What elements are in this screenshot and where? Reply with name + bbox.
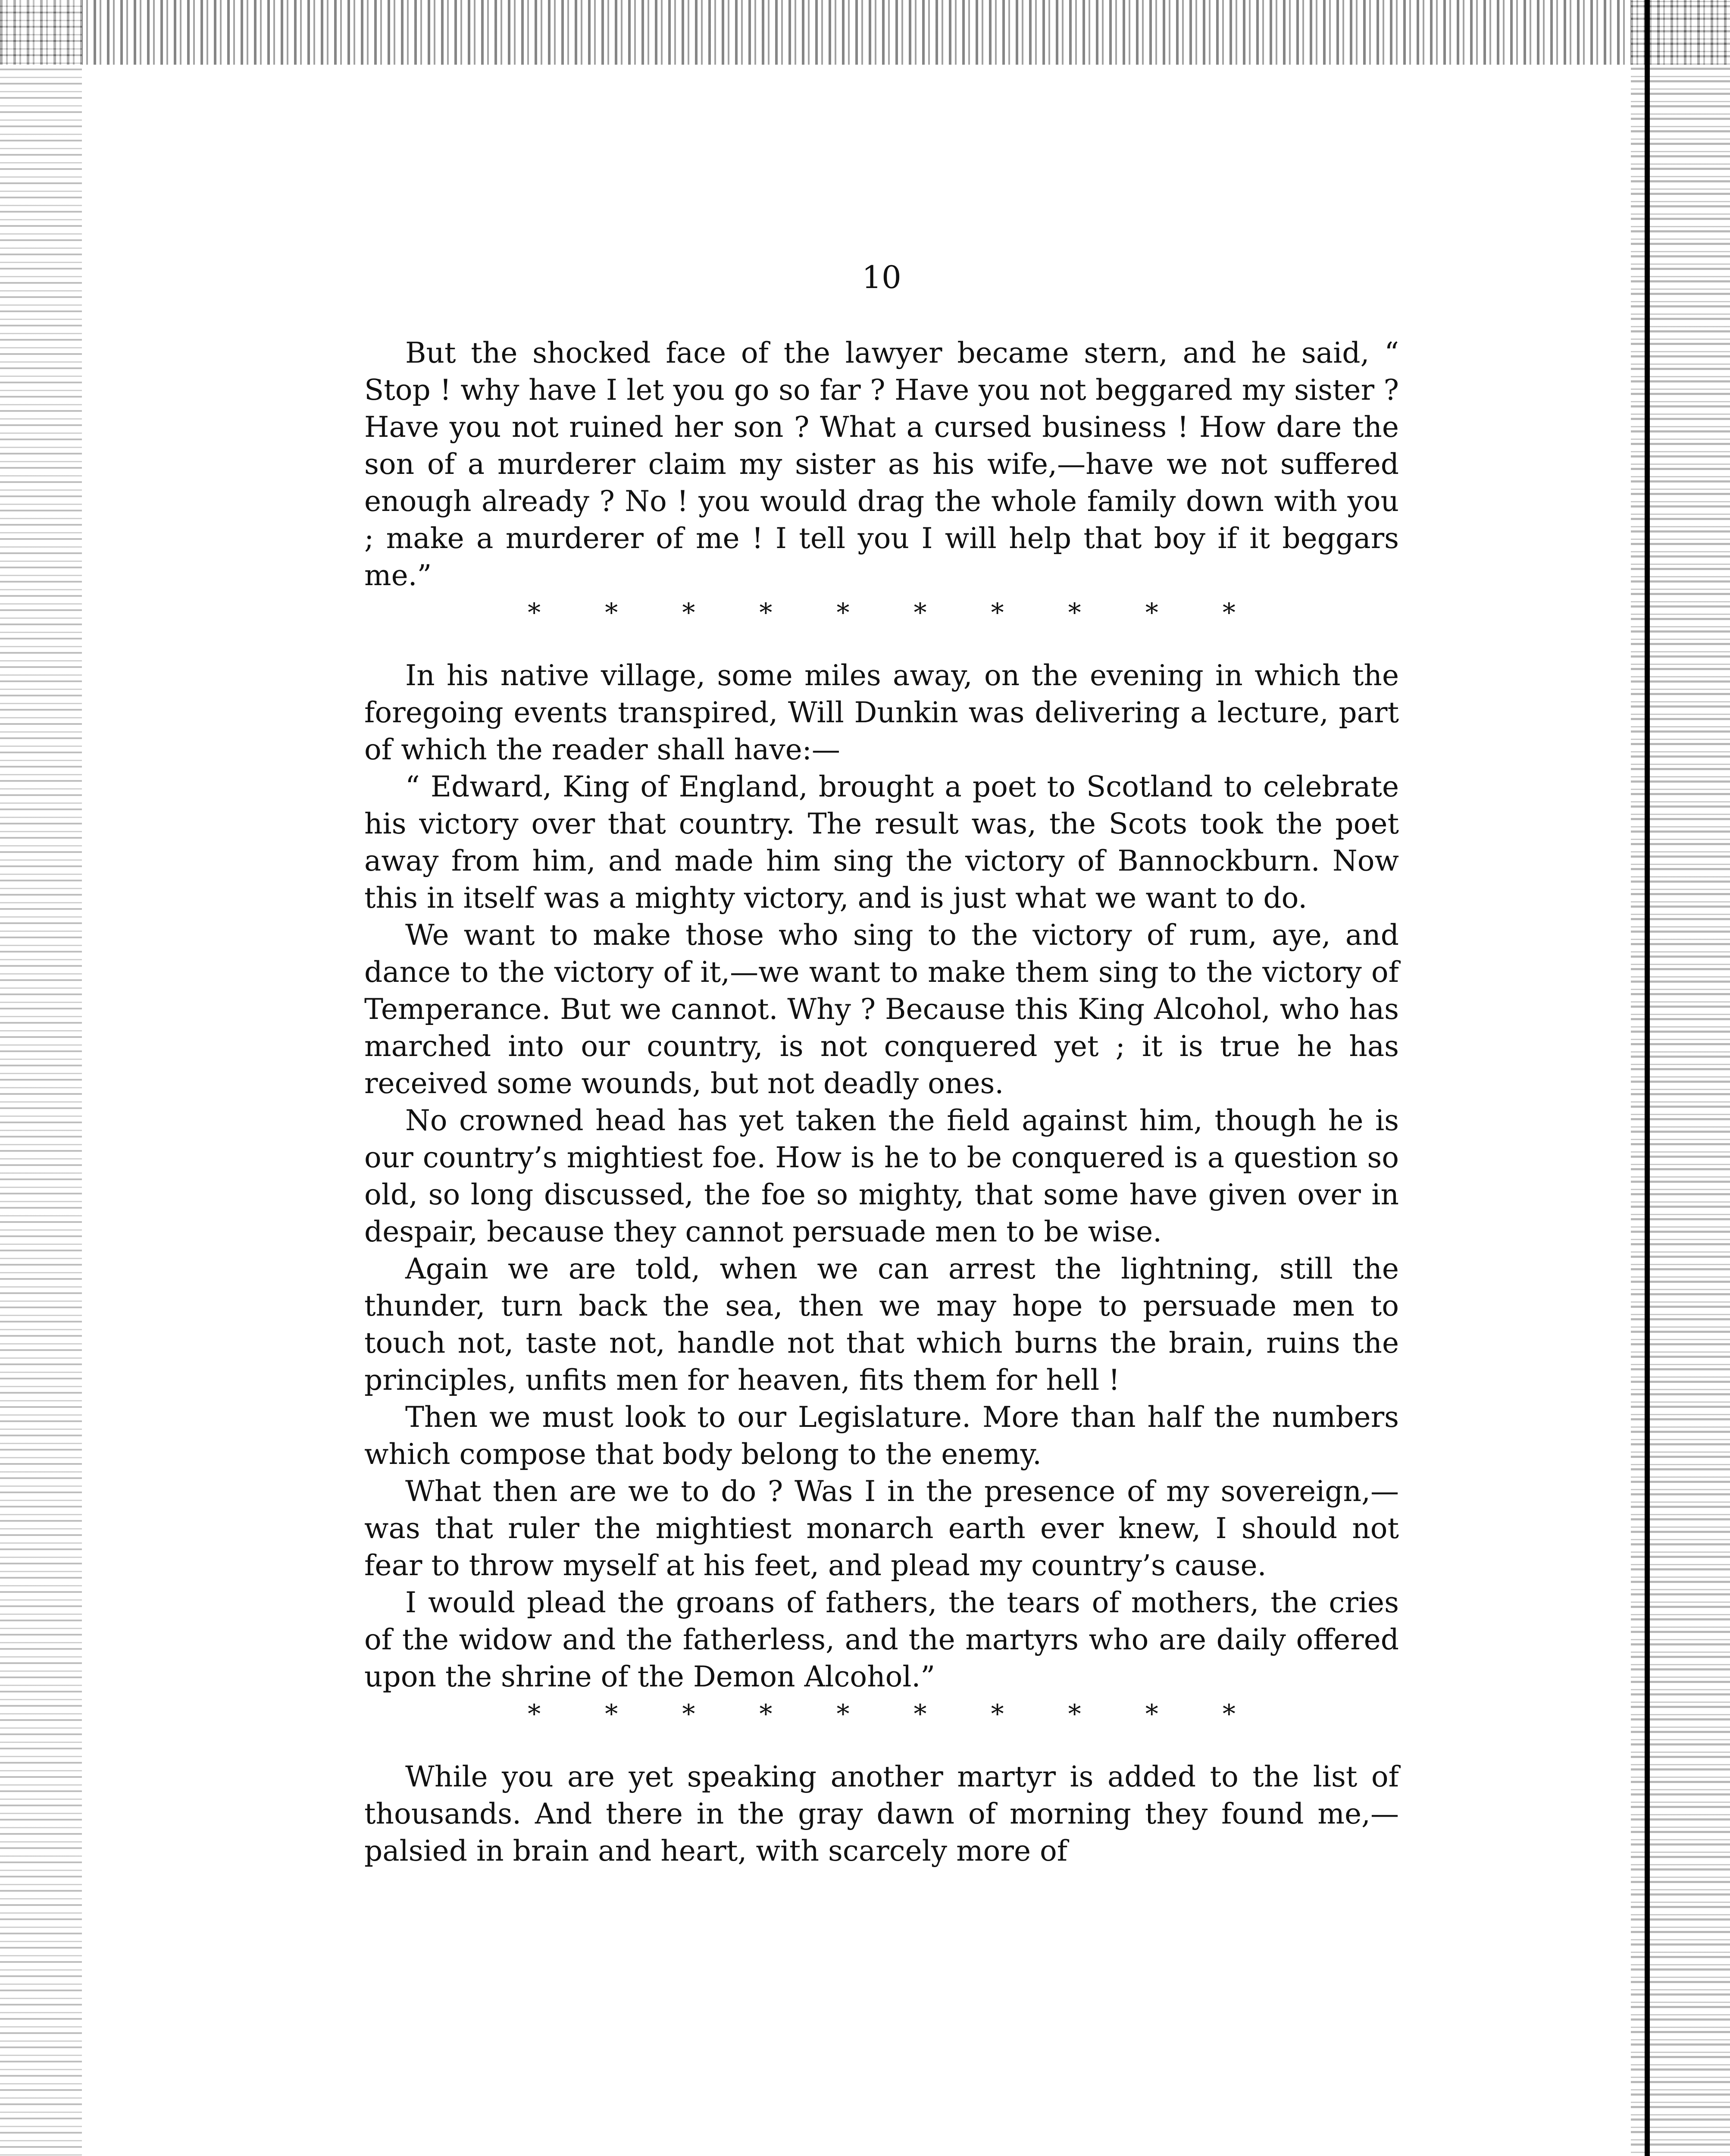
paragraph-lawyer-speech: But the shocked face of the lawyer became stern, and he said, “ Stop ! why have I let you go so far ? Have you not beggared my sister ? Have you not ruined her son ? What a cursed business ! How dare the son of a murderer claim my sister as his wife,—have we not suffered enough already ? No ! you would drag the whole family down with you ; make a murderer of me ! I tell you I will help that boy if it beggars me.” — [364, 336, 1399, 592]
paragraph-arrest-lightning: Again we are told, when we can arrest the lightning, still the thunder, turn back the sea, then we may hope to persuade men to touch not, taste not, handle not that which burns the brain, ruins the principles, unfits men for heaven, fits them for hell ! — [364, 1252, 1399, 1397]
section-separator: * * * * * * * * * * — [528, 598, 1236, 628]
paragraph-legislature: Then we must look to our Legislature. More than half the numbers which compose that body belong to the enemy. — [364, 1401, 1399, 1471]
paragraph-crowned-head: No crowned head has yet taken the field against him, though he is our country’s mightiest foe. How is he to be conquered is a question so old, so long discussed, the foe so mighty, that some have given over in despair, because they cannot persuade men to be wise. — [364, 1104, 1399, 1248]
paragraph-sovereign: What then are we to do ? Was I in the presence of my sovereign,—was that ruler the mightiest monarch earth ever knew, I should not fear to throw myself at his feet, and plead my country’s cause. — [364, 1475, 1399, 1582]
paragraph-another-martyr: While you are yet speaking another martyr is added to the list of thousands. And there in the gray dawn of morning they found me,—palsied in brain and heart, with scarcely more of — [364, 1760, 1399, 1868]
paragraph-native-village: In his native village, some miles away, on the evening in which the foregoing events transpired, Will Dunkin was delivering a lecture, part of which the reader shall have:— — [364, 659, 1399, 766]
binding-edge-line — [1645, 0, 1650, 2156]
section-separator: * * * * * * * * * * — [528, 1699, 1236, 1729]
body-text — [364, 259, 1399, 1870]
scan-edge-top — [0, 0, 1730, 65]
paragraph-edward-king: “ Edward, King of England, brought a poet to Scotland to celebrate his victory over that country. The result was, the Scots took the poet away from him, and made him sing the victory of Bannockburn. Now this in itself was a mighty victory, and is just what we want to do. — [364, 770, 1399, 915]
paragraph-sing-victory: We want to make those who sing to the victory of rum, aye, and dance to the victory of it,—we want to make them sing to the victory of Temperance. But we cannot. Why ? Because this King Alcohol, who has marched into our country, is not conquered yet ; it is true he has received some wounds, but not deadly ones. — [364, 918, 1399, 1100]
paragraph-plead-groans: I would plead the groans of fathers, the tears of mothers, the cries of the widow and the fatherless, and the martyrs who are daily offered upon the shrine of the Demon Alcohol.” — [364, 1586, 1399, 1693]
page-number: 10 — [862, 259, 901, 295]
scan-edge-left — [0, 0, 82, 2156]
